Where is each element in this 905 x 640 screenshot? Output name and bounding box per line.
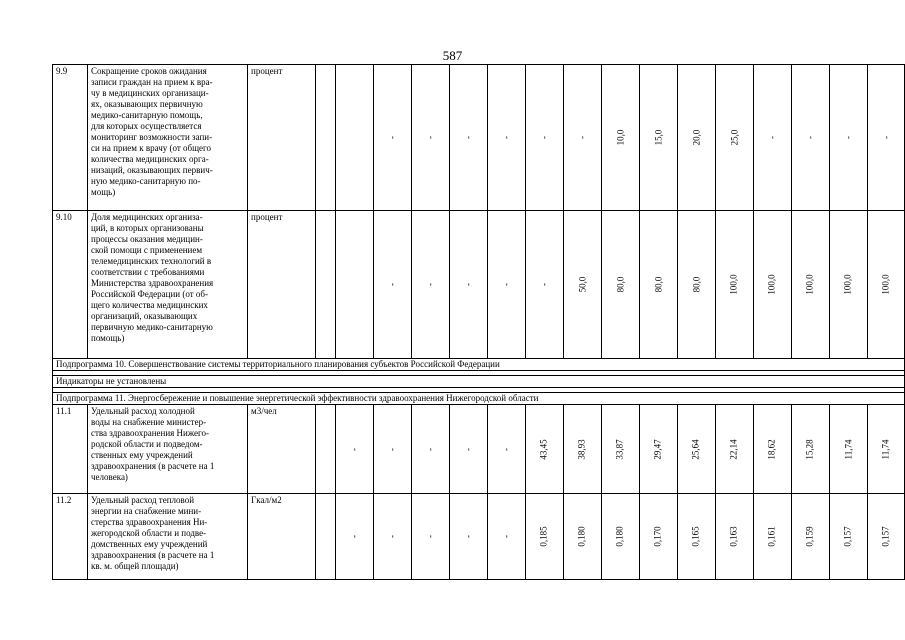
value-text: 18,62 xyxy=(767,438,777,460)
table-row xyxy=(53,494,905,580)
description-line: мониторинг возможности запи- xyxy=(91,132,213,142)
row-unit: м3/чел xyxy=(248,405,316,494)
row-number: 9.10 xyxy=(53,211,88,359)
value-text: 22,14 xyxy=(729,438,739,460)
description-line: Доля медицинских организа- xyxy=(91,212,203,222)
value-cell xyxy=(450,405,488,494)
value-text: - xyxy=(387,283,397,286)
value-cell xyxy=(336,405,374,494)
value-text: - xyxy=(387,136,397,139)
value-cell xyxy=(412,211,450,359)
value-text: 0,161 xyxy=(767,526,777,547)
indicators-table xyxy=(52,64,905,580)
description-line: ства здравоохранения Нижего- xyxy=(91,428,209,438)
value-cell xyxy=(316,65,336,211)
table-row xyxy=(53,359,905,371)
table-row xyxy=(53,376,905,388)
value-text: - xyxy=(425,535,435,538)
description-line: Удельный расход холодной xyxy=(91,406,195,416)
value-cell xyxy=(526,405,564,494)
value-cell xyxy=(412,405,450,494)
description-line: первичную медико-санитарную xyxy=(91,322,213,332)
value-text: 11,74 xyxy=(842,439,853,459)
value-cell xyxy=(336,494,374,580)
row-unit: процент xyxy=(248,211,316,359)
value-text: 100,0 xyxy=(729,274,739,295)
description-line: процессы оказания медицин- xyxy=(91,234,203,244)
table-row xyxy=(53,393,905,405)
value-cell xyxy=(716,211,754,359)
value-text: 0,157 xyxy=(843,526,853,547)
description-line: ственных ему учреждений xyxy=(91,450,193,460)
value-text: - xyxy=(463,283,473,286)
description-line: энергии на снабжение мини- xyxy=(91,506,202,516)
value-text: - xyxy=(501,447,511,451)
value-cell xyxy=(678,405,716,494)
description-line: си на прием к врачу (от общего xyxy=(91,143,212,153)
value-text: 80,0 xyxy=(615,276,625,293)
value-text: - xyxy=(387,447,397,451)
value-text: 0,165 xyxy=(691,526,701,547)
value-text: - xyxy=(501,283,511,286)
value-text: - xyxy=(577,136,587,139)
description-line: количества медицинских орга- xyxy=(91,154,209,164)
value-text: - xyxy=(425,136,435,139)
value-text: - xyxy=(463,136,473,139)
value-text: 0,159 xyxy=(805,526,815,547)
description-line: жегородской области и подве- xyxy=(91,528,207,538)
table-row xyxy=(53,405,905,494)
indicators-none-text: Индикаторы не установлены xyxy=(53,376,905,388)
value-text: 15,0 xyxy=(653,129,663,146)
table-row xyxy=(53,211,905,359)
row-description xyxy=(88,211,248,359)
value-cell xyxy=(602,494,640,580)
value-cell xyxy=(754,405,792,494)
value-text: - xyxy=(501,535,511,538)
value-cell xyxy=(526,211,564,359)
description-line: ную медико-санитарную по- xyxy=(91,176,201,186)
description-line: мощь) xyxy=(91,187,116,197)
value-text: 20,0 xyxy=(691,129,701,146)
description-line: Министерства здравоохранения xyxy=(91,278,214,288)
value-cell xyxy=(564,494,602,580)
description-line: человека) xyxy=(91,472,128,482)
value-text: 100,0 xyxy=(843,274,853,295)
value-cell xyxy=(450,211,488,359)
row-unit: Гкал/м2 xyxy=(248,494,316,580)
value-cell xyxy=(336,65,374,211)
value-cell xyxy=(830,65,868,211)
value-text: 11,74 xyxy=(880,439,891,459)
value-text: 0,163 xyxy=(729,526,739,547)
value-text: 100,0 xyxy=(767,274,777,295)
value-text: - xyxy=(539,283,549,286)
value-text: 33,87 xyxy=(615,438,625,460)
value-text: - xyxy=(767,136,777,139)
value-cell xyxy=(488,405,526,494)
description-line: Российской Федерации (от об- xyxy=(91,289,208,299)
description-line: ций, в которых организованы xyxy=(91,223,204,233)
value-cell xyxy=(450,494,488,580)
value-text: 80,0 xyxy=(691,276,701,293)
value-cell xyxy=(374,494,412,580)
value-cell xyxy=(868,494,905,580)
description-line: чу в медицинских организаци- xyxy=(91,88,209,98)
description-line: организаций, оказывающих xyxy=(91,311,198,321)
value-cell xyxy=(488,211,526,359)
row-number: 9.9 xyxy=(53,65,88,211)
value-text: - xyxy=(501,136,511,139)
description-line: записи граждан на прием к вра- xyxy=(91,77,213,87)
value-text: - xyxy=(463,535,473,538)
value-text: - xyxy=(843,136,853,139)
value-cell xyxy=(564,211,602,359)
row-number: 11.2 xyxy=(53,494,88,580)
value-cell xyxy=(602,211,640,359)
value-text: 0,185 xyxy=(539,526,549,547)
value-cell xyxy=(526,65,564,211)
value-text: - xyxy=(463,447,473,451)
value-text: 50,0 xyxy=(577,276,587,293)
value-cell xyxy=(830,405,868,494)
value-cell xyxy=(716,65,754,211)
description-line: щего количества медицинских xyxy=(91,300,208,310)
value-cell xyxy=(602,405,640,494)
value-text: 10,0 xyxy=(615,129,625,146)
value-cell xyxy=(316,211,336,359)
value-text: 25,64 xyxy=(691,438,701,460)
value-cell xyxy=(640,65,678,211)
value-cell xyxy=(792,65,830,211)
table-row xyxy=(53,65,905,211)
description-line: Удельный расход тепловой xyxy=(91,495,195,505)
description-line: медико-санитарную помощь, xyxy=(91,110,203,120)
value-cell xyxy=(678,65,716,211)
value-cell xyxy=(374,65,412,211)
value-cell xyxy=(412,494,450,580)
description-line: родской области и подведом- xyxy=(91,439,203,449)
value-text: - xyxy=(425,283,435,286)
value-cell xyxy=(488,494,526,580)
value-text: 100,0 xyxy=(805,274,815,295)
value-cell xyxy=(792,494,830,580)
value-text: - xyxy=(880,136,891,139)
value-cell xyxy=(754,494,792,580)
value-cell xyxy=(792,211,830,359)
value-text: 80,0 xyxy=(653,276,663,293)
description-line: воды на снабжение министер- xyxy=(91,417,207,427)
subprogram-11-title: Подпрограмма 11. Энергосбережение и повышение энергетической эффективности здравоохранения Нижегородской области xyxy=(53,393,905,405)
description-line: домственных ему учреждений xyxy=(91,539,208,549)
value-cell xyxy=(868,405,905,494)
value-text: 0,180 xyxy=(615,526,625,547)
value-text: - xyxy=(425,447,435,451)
value-cell xyxy=(602,65,640,211)
value-cell xyxy=(316,405,336,494)
value-text: - xyxy=(387,535,397,538)
subprogram-10-title: Подпрограмма 10. Совершенствование системы территориального планирования субъектов Российской Федерации xyxy=(53,359,905,371)
value-text: 0,157 xyxy=(880,526,891,547)
row-description xyxy=(88,65,248,211)
value-cell xyxy=(754,65,792,211)
description-line: Сокращение сроков ожидания xyxy=(91,66,207,76)
value-cell xyxy=(316,494,336,580)
value-text: - xyxy=(349,535,359,538)
value-cell xyxy=(868,65,905,211)
value-cell xyxy=(412,65,450,211)
value-cell xyxy=(640,494,678,580)
value-cell xyxy=(374,211,412,359)
description-line: помощь) xyxy=(91,333,125,343)
value-cell xyxy=(450,65,488,211)
value-text: 43,45 xyxy=(539,438,549,460)
value-cell xyxy=(830,211,868,359)
value-cell xyxy=(792,405,830,494)
row-number: 11.1 xyxy=(53,405,88,494)
description-line: здравоохранения (в расчете на 1 xyxy=(91,461,215,471)
value-text: 0,180 xyxy=(577,526,587,547)
value-text: - xyxy=(805,136,815,139)
value-text: 100,0 xyxy=(880,274,891,295)
value-cell xyxy=(640,405,678,494)
value-cell xyxy=(640,211,678,359)
value-text: 25,0 xyxy=(729,129,739,146)
description-line: для которых осуществляется xyxy=(91,121,202,131)
value-cell xyxy=(336,211,374,359)
description-line: ях, оказывающих первичную xyxy=(91,99,203,109)
value-text: 38,93 xyxy=(577,438,587,460)
value-cell xyxy=(678,494,716,580)
value-cell xyxy=(374,405,412,494)
value-cell xyxy=(564,405,602,494)
description-line: ской помощи с применением xyxy=(91,245,203,255)
value-cell xyxy=(868,211,905,359)
value-text: - xyxy=(349,447,359,451)
value-cell xyxy=(678,211,716,359)
description-line: кв. м. общей площади) xyxy=(91,561,179,571)
description-line: соответствии с требованиями xyxy=(91,267,205,277)
row-description xyxy=(88,405,248,494)
value-text: - xyxy=(539,136,549,139)
value-cell xyxy=(830,494,868,580)
value-cell xyxy=(716,405,754,494)
value-cell xyxy=(526,494,564,580)
description-line: телемедицинских технологий в xyxy=(91,256,212,266)
value-text: 15,28 xyxy=(805,438,815,460)
value-cell xyxy=(488,65,526,211)
description-line: стерства здравоохранения Ни- xyxy=(91,517,208,527)
page-number: 587 xyxy=(442,48,463,63)
row-description xyxy=(88,494,248,580)
description-line: низаций, оказывающих первич- xyxy=(91,165,213,175)
value-text: 29,47 xyxy=(653,438,663,460)
value-cell xyxy=(564,65,602,211)
row-unit: процент xyxy=(248,65,316,211)
value-cell xyxy=(716,494,754,580)
value-cell xyxy=(754,211,792,359)
value-text: 0,170 xyxy=(653,526,663,547)
description-line: здравоохранения (в расчете на 1 xyxy=(91,550,215,560)
